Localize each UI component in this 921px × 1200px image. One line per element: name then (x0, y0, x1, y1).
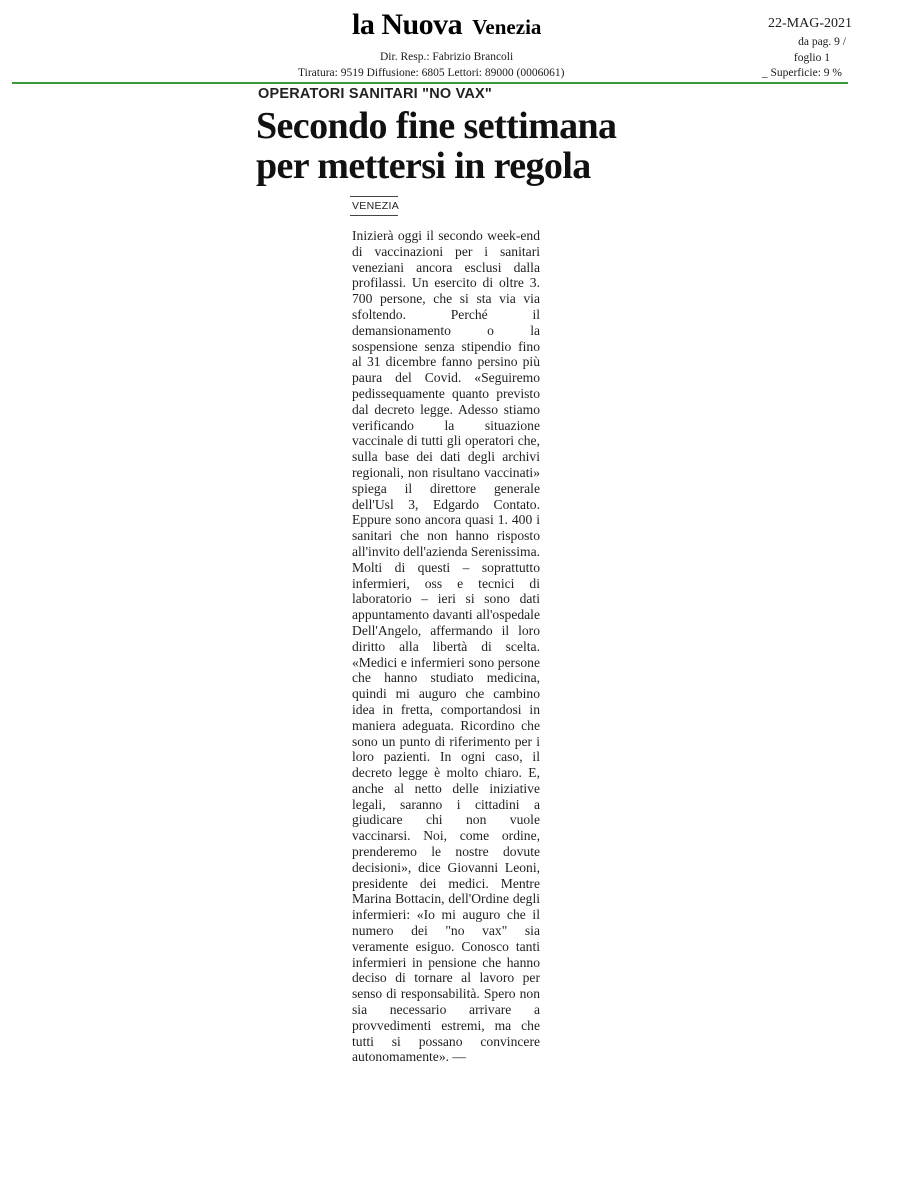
article-headline: Secondo fine settimana per mettersi in regola (256, 105, 617, 187)
director-line: Dir. Resp.: Fabrizio Brancoli (380, 51, 514, 63)
newspaper-edition: Venezia (472, 15, 542, 39)
article-kicker: OPERATORI SANITARI "NO VAX" (258, 86, 492, 102)
dateline-bottom-rule (350, 215, 398, 216)
sheet-reference: foglio 1 (793, 52, 830, 64)
newspaper-name: la Nuova (352, 8, 463, 41)
page-reference: da pag. 9 / (798, 36, 846, 48)
article-dateline: VENEZIA (352, 200, 400, 212)
header-divider (12, 82, 848, 84)
masthead (352, 8, 541, 42)
article-body: Inizierà oggi il secondo week-end di vaccinazioni per i sanitari veneziani ancora esclusi dalla profilassi. Un esercito di oltre 3. 700 persone, che si sta via via sfoltendo. Perché il demansionamento o la sospensione senza stipendio fino al 31 dicembre fanno persino più paura del Covid. «Seguiremo pedissequamente quanto previsto dal decreto legge. Adesso stiamo verificando la situazione vaccinale di tutti gli operatori che, sulla base dei dati degli archivi regionali, non risultano vaccinati» spiega il direttore generale dell'Usl 3, Edgardo Contato. Eppure sono ancora quasi 1. 400 i sanitari che non hanno risposto all'invito dell'azienda Serenissima. Molti di questi – soprattutto infermieri, oss e tecnici di laboratorio – ieri si sono dati appuntamento davanti all'ospedale Dell'Angelo, affermando il loro diritto alla libertà di scelta. «Medici e infermieri sono persone che hanno studiato medicina, quindi mi auguro che cambino idea in fretta, comportandosi in maniera adeguata. Ricordino che sono un punto di riferimento per i loro pazienti. In ogni caso, il decreto legge è molto chiaro. E, anche al netto delle iniziative legali, saranno i cittadini a giudicare chi non vuole vaccinarsi. Noi, come ordine, prenderemo le nostre dovute decisioni», dice Giovanni Leoni, presidente dei medici. Mentre Marina Bottacin, dell'Ordine degli infermieri: «Io mi auguro che il numero dei "no vax" sia veramente esiguo. Conosco tanti infermieri in pensione che hanno deciso di tornare al lavoro per senso di responsabilità. Spero non sia necessario arrivare a provvedimenti estremi, ma che tutti si possano convincere autonomamente». — (352, 228, 540, 1065)
publication-date: 22-MAG-2021 (768, 16, 852, 31)
surface-percentage: _ Superficie: 9 % (761, 67, 842, 79)
dateline-top-rule (350, 196, 398, 197)
circulation-line: Tiratura: 9519 Diffusione: 6805 Lettori: 89000 (0006061) (298, 67, 565, 79)
